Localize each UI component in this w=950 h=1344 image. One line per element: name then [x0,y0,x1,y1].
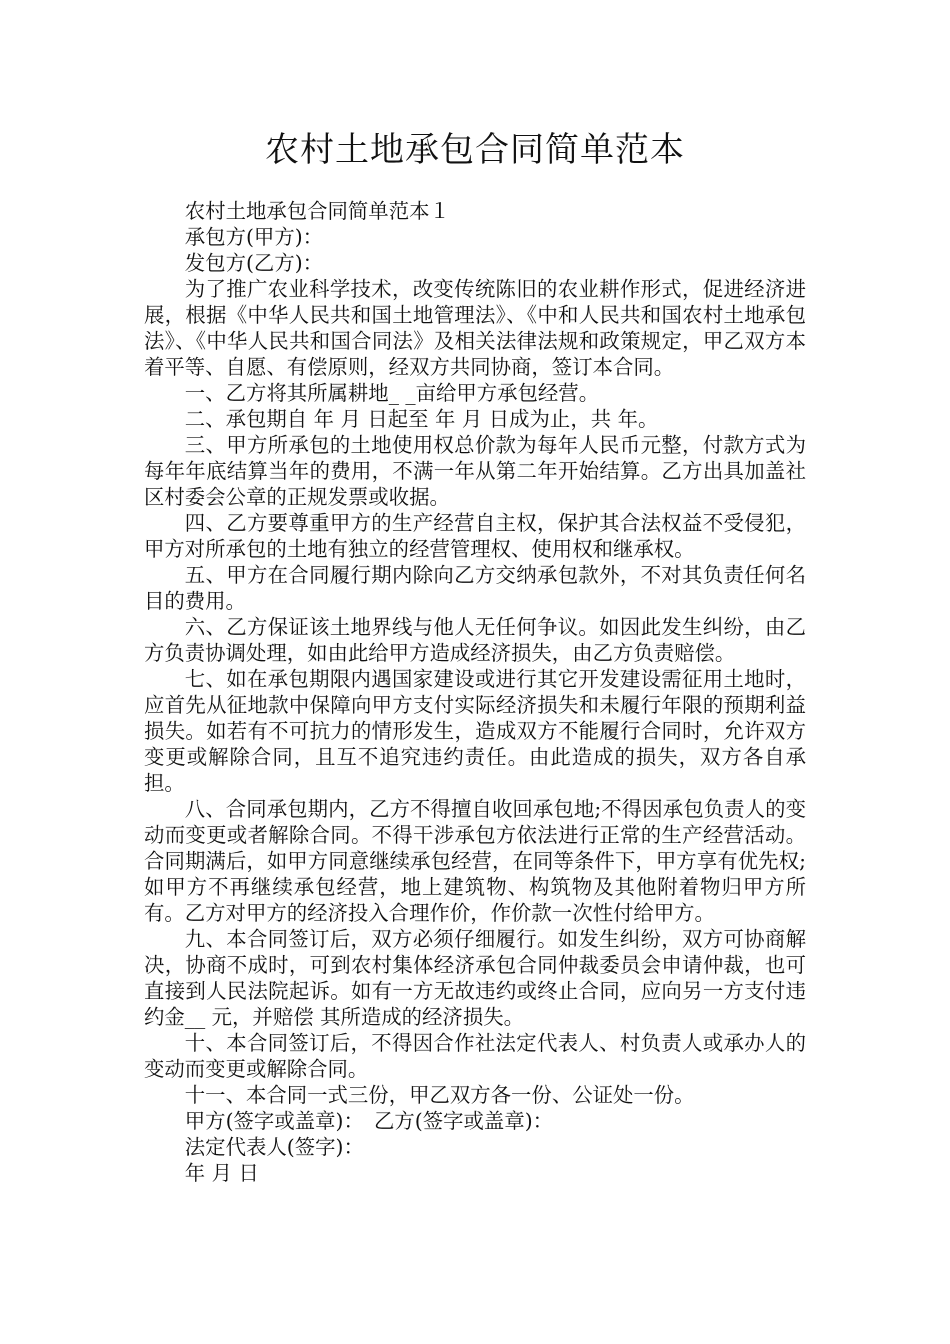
document-title: 农村土地承包合同简单范本 [265,130,685,170]
signature-line: 甲方(签字或盖章)： 乙方(签字或盖章)： [184,1109,554,1133]
clause-11: 十一、本合同一式三份，甲乙双方各一份、公证处一份。 [184,1083,695,1107]
date-line: 年 月 日 [184,1161,259,1185]
clause-8: 八、合同承包期内，乙方不得擅自收回承包地;不得因承包负责人的变动而变更或者解除合同。不得干涉承包方依法进行正常的生产经营活动。合同期满后，如甲方同意继续承包经营，在同等条件下，甲方享有优先权;如甲方不再继续承包经营，地上建筑物、构筑物及其他附着物归甲方所有。乙方对甲方的经济投入合理作价，作价款一次性付给甲方。 [144,797,806,925]
clause-1: 一、乙方将其所属耕地_ _亩给甲方承包经营。 [184,381,600,405]
clause-3: 三、甲方所承包的土地使用权总价款为每年人民币元整，付款方式为每年年底结算当年的费用，不满一年从第二年开始结算。乙方出具加盖社区村委会公章的正规发票或收据。 [144,433,806,509]
subtitle: 农村土地承包合同简单范本１ [184,199,450,223]
preamble-paragraph: 为了推广农业科学技术，改变传统陈旧的农业耕作形式，促进经济进展，根据《中华人民共和国土地管理法》、《中和人民共和国农村土地承包法》、《中华人民共和国合同法》及相关法律法规和政策规定，甲乙双方本着平等、自愿、有偿原则，经双方共同协商，签订本合同。 [144,277,806,379]
legal-representative-line: 法定代表人(签字)： [184,1135,364,1159]
party-a-line: 承包方(甲方)： [184,225,324,249]
party-b-line: 发包方(乙方)： [184,251,324,275]
clause-5: 五、甲方在合同履行期内除向乙方交纳承包款外，不对其负责任何名目的费用。 [144,563,806,613]
clause-9: 九、本合同签订后，双方必须仔细履行。如发生纠纷，双方可协商解决，协商不成时，可到农村集体经济承包合同仲裁委员会申请仲裁，也可直接到人民法院起诉。如有一方无故违约或终止合同，应向另一方支付违约金__ 元，并赔偿 其所造成的经济损失。 [144,927,806,1029]
clause-2: 二、承包期自 年 月 日起至 年 月 日成为止，共 年。 [184,407,659,431]
clause-10: 十、本合同签订后，不得因合作社法定代表人、村负责人或承办人的变动而变更或解除合同。 [144,1031,806,1081]
clause-6: 六、乙方保证该土地界线与他人无任何争议。如因此发生纠纷，由乙方负责协调处理，如由此给甲方造成经济损失，由乙方负责赔偿。 [144,615,806,665]
clause-7: 七、如在承包期限内遇国家建设或进行其它开发建设需征用土地时，应首先从征地款中保障向甲方支付实际经济损失和未履行年限的预期利益损失。如若有不可抗力的情形发生，造成双方不能履行合同时，允许双方变更或解除合同，且互不追究违约责任。由此造成的损失，双方各自承担。 [144,667,806,795]
clause-4: 四、乙方要尊重甲方的生产经营自主权，保护其合法权益不受侵犯，甲方对所承包的土地有独立的经营管理权、使用权和继承权。 [144,511,806,561]
document-body [144,198,806,1186]
